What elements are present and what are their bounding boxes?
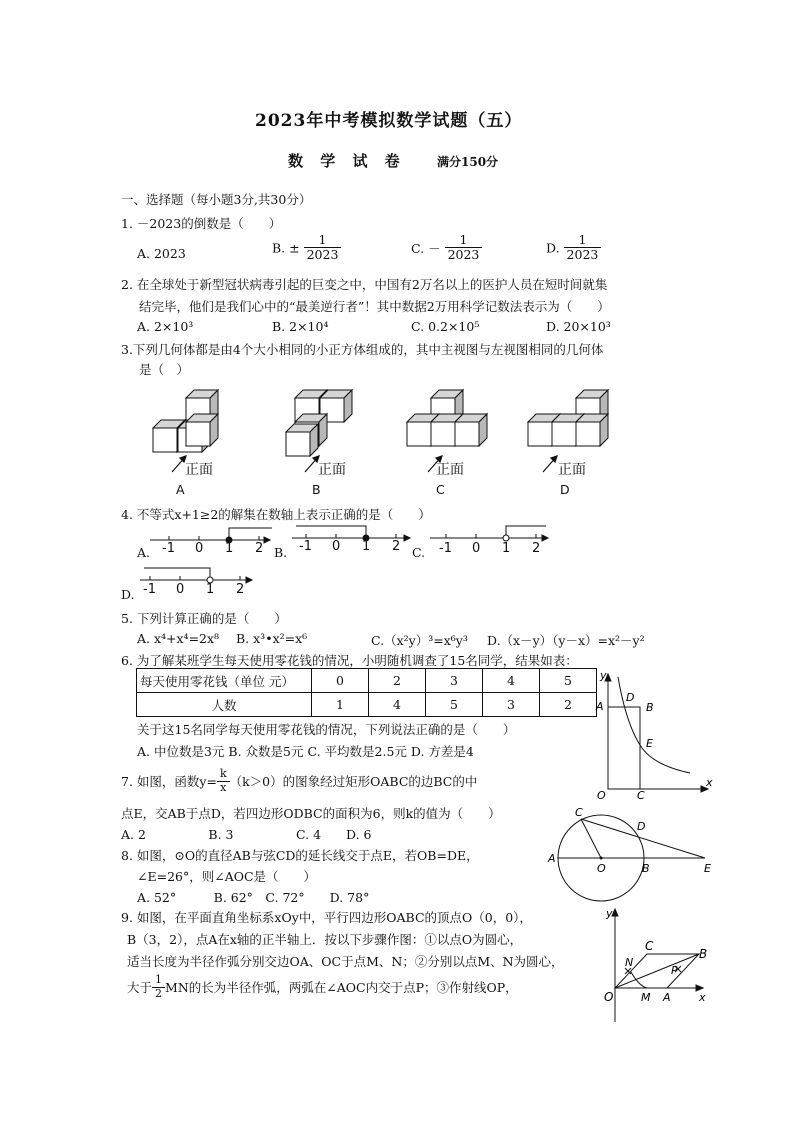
table-cell: 1 xyxy=(312,693,369,717)
q5-stem: 5. 下列计算正确的是（ ） xyxy=(121,611,287,626)
tick-a-1: 1 xyxy=(225,541,234,556)
label-y: y xyxy=(606,907,613,920)
label-b: B xyxy=(642,862,650,875)
q5-option-d: D.（x－y）（y－x）=x²－y² xyxy=(487,633,645,648)
full-score: 满分150分 xyxy=(437,155,499,169)
tick-d-0: 0 xyxy=(176,582,185,597)
table-cell: 3 xyxy=(426,669,483,693)
q9-line4-pre: 大于 xyxy=(127,980,153,996)
q9-line2: B（3，2），点A在x轴的正半轴上．按以下步骤作图：①以点O为圆心， xyxy=(127,932,523,947)
q1-option-d xyxy=(546,233,601,263)
q2-option-a: A. 2×10³ xyxy=(137,319,194,334)
q9-line4-post: MN的长为半径作弧，两弧在∠AOC内交于点P；③作射线OP， xyxy=(165,980,518,996)
tick-d-1: 1 xyxy=(206,582,215,597)
q6-stem: 6. 为了解某班学生每天使用零花钱的情况，小明随机调查了15名同学，结果如表： xyxy=(121,653,578,668)
q6-table xyxy=(136,668,597,717)
table-cell: 0 xyxy=(312,669,369,693)
q3-option-c: C xyxy=(436,482,445,497)
q1-c-num: 1 xyxy=(445,233,483,248)
tick-d-neg1: -1 xyxy=(143,582,156,597)
solid-c xyxy=(407,390,487,446)
q7-frac-num: k xyxy=(217,768,230,782)
q1-d-den: 2023 xyxy=(566,247,599,263)
q5-option-c: C.（x²y）³=x⁶y³ xyxy=(371,633,468,648)
q2-option-d: D. 20×10³ xyxy=(546,319,611,334)
tick-b-neg1: -1 xyxy=(299,539,312,554)
q7-line1 xyxy=(121,768,477,794)
tick-c-1: 1 xyxy=(502,541,511,556)
q4-label-d: D. xyxy=(121,587,135,602)
table-cell: 2 xyxy=(540,693,597,717)
tick-c-neg1: -1 xyxy=(439,541,452,556)
label-y: y xyxy=(600,669,607,682)
q7-line2: 点E，交AB于点D，若四边形ODBC的面积为6，则k的值为（ ） xyxy=(121,806,501,821)
q5-option-a: A. x⁴+x⁴=2x⁸ xyxy=(137,631,220,646)
label-b: B xyxy=(699,947,708,961)
label-a: A xyxy=(548,852,556,865)
solid-b xyxy=(286,390,352,456)
q3-option-d: D xyxy=(560,482,570,497)
label-p: P xyxy=(671,964,678,977)
q1-stem: 1. －2023的倒数是（ ） xyxy=(121,216,282,231)
q1-b-den: 2023 xyxy=(306,247,339,263)
page-title: 2023年中考模拟数学试题（五） xyxy=(255,111,523,131)
q2-line2: 结完毕，他们是我们心中的“最美逆行者”！其中数据2万用科学记数法表示为（ ） xyxy=(139,299,610,314)
label-c: C xyxy=(575,806,583,819)
q1-d-prefix: D. xyxy=(546,240,560,256)
q4-label-b: B. xyxy=(274,545,288,560)
q1-c-den: 2023 xyxy=(447,247,480,263)
q7-figure xyxy=(590,665,730,815)
solution-ray-c xyxy=(506,526,546,538)
q9-line3: 适当长度为半径作弧分别交边OA、OC于点M、N；②分别以点M、N为圆心， xyxy=(127,954,564,969)
q4-stem: 4. 不等式x+1≥2的解集在数轴上表示正确的是（ ） xyxy=(121,507,431,522)
solid-a xyxy=(153,390,218,452)
solution-ray-d xyxy=(144,568,210,580)
table-cell: 4 xyxy=(369,693,426,717)
table-cell: 3 xyxy=(483,693,540,717)
arc-mn xyxy=(631,972,647,988)
tick-d-2: 2 xyxy=(236,582,245,597)
q1-option-a: A. 2023 xyxy=(137,246,186,261)
q1-b-prefix: B. ± xyxy=(272,240,300,256)
q1-b-fraction xyxy=(304,233,342,263)
front-label-c: 正面 xyxy=(436,462,464,478)
label-c: C xyxy=(645,939,654,953)
q9-fraction xyxy=(152,974,165,1000)
label-e: E xyxy=(704,862,711,875)
q1-option-b xyxy=(272,233,341,263)
rectangle-oabc xyxy=(608,707,640,789)
label-a: A xyxy=(663,991,671,1004)
q4-label-c: C. xyxy=(412,545,426,560)
label-x: x xyxy=(699,991,706,1004)
q7-fraction xyxy=(217,768,230,794)
label-e: E xyxy=(646,737,653,750)
section-heading: 一、选择题（每小题3分,共30分） xyxy=(121,192,312,207)
label-n: N xyxy=(625,956,634,969)
table-header-money: 每天使用零花钱（单位 元） xyxy=(137,669,312,693)
q9-frac-den: 2 xyxy=(155,986,163,1000)
q1-c-prefix: C. － xyxy=(411,240,441,256)
q9-figure xyxy=(595,902,715,1032)
q9-line4 xyxy=(127,974,518,1000)
tick-b-0: 0 xyxy=(332,539,341,554)
q2-option-b: B. 2×10⁴ xyxy=(272,319,329,334)
label-o: O xyxy=(604,990,614,1004)
front-label-a: 正面 xyxy=(185,462,213,478)
q1-d-num: 1 xyxy=(564,233,602,248)
label-x: x xyxy=(706,776,713,789)
tick-a-2: 2 xyxy=(255,541,264,556)
tick-b-1: 1 xyxy=(362,539,371,554)
label-a: A xyxy=(596,700,604,713)
table-header-count: 人数 xyxy=(137,693,312,717)
tick-b-2: 2 xyxy=(392,539,401,554)
q7-options: A. 2 B. 3 C. 4 D. 6 xyxy=(121,827,372,842)
label-m: M xyxy=(641,991,651,1004)
table-cell: 4 xyxy=(483,669,540,693)
q3-line2: 是（ ） xyxy=(139,362,190,377)
q1-d-fraction xyxy=(564,233,602,263)
paper-subtitle: 数 学 试 卷 xyxy=(288,152,406,170)
q8-line2: ∠E=26°，则∠AOC是（ ） xyxy=(137,869,317,884)
table-cell: 2 xyxy=(369,669,426,693)
label-d: D xyxy=(626,691,635,704)
q9-frac-num: 1 xyxy=(152,974,165,988)
q8-options: A. 52° B. 62° C. 72° D. 78° xyxy=(137,890,370,905)
tick-c-2: 2 xyxy=(532,541,541,556)
q1-c-fraction xyxy=(445,233,483,263)
q6-line2: 关于这15名同学每天使用零花钱的情况，下列说法正确的是（ ） xyxy=(137,722,516,737)
q7-line1-post: （k＞0）的图象经过矩形OABC的边BC的中 xyxy=(229,774,478,790)
q4-number-lines xyxy=(0,520,794,600)
front-label-b: 正面 xyxy=(318,462,346,478)
table-cell: 5 xyxy=(540,669,597,693)
table-cell: 5 xyxy=(426,693,483,717)
q7-frac-den: x xyxy=(220,780,227,794)
table-row xyxy=(137,669,597,693)
tick-a-0: 0 xyxy=(195,541,204,556)
tick-a-neg1: -1 xyxy=(162,541,175,556)
q3-option-a: A xyxy=(176,482,185,497)
front-label-d: 正面 xyxy=(558,462,586,478)
q3-solids-figure xyxy=(0,380,794,520)
label-c: C xyxy=(637,789,645,802)
q3-option-b: B xyxy=(312,482,321,497)
tick-c-0: 0 xyxy=(472,541,481,556)
q2-line1: 2. 在全球处于新型冠状病毒引起的巨变之中，中国有2万名以上的医护人员在短时间就集 xyxy=(121,277,608,292)
q9-line1: 9. 如图，在平面直角坐标系xOy中，平行四边形OABC的顶点O（0，0）， xyxy=(121,910,532,925)
q4-label-a: A. xyxy=(137,545,151,560)
label-o: O xyxy=(597,789,606,802)
q2-option-c: C. 0.2×10⁵ xyxy=(411,319,480,334)
q8-line1: 8. 如图，⊙O的直径AB与弦CD的延长线交于点E，若OB=DE， xyxy=(121,848,479,863)
q3-line1: 3.下列几何体都是由4个大小相同的小正方体组成的，其中主视图与左视图相同的几何体 xyxy=(121,342,604,357)
center-point xyxy=(600,857,603,860)
solid-d xyxy=(528,390,608,446)
label-b: B xyxy=(646,701,654,714)
label-o: O xyxy=(597,862,606,875)
q8-figure xyxy=(545,800,725,900)
label-d: D xyxy=(637,820,646,833)
table-row xyxy=(137,693,597,717)
q5-option-b: B. x³•x²=x⁶ xyxy=(236,631,308,646)
q6-options: A. 中位数是3元 B. 众数是5元 C. 平均数是2.5元 D. 方差是4 xyxy=(137,744,474,759)
q1-b-num: 1 xyxy=(304,233,342,248)
q1-option-c xyxy=(411,233,482,263)
q7-line1-pre: 7. 如图，函数y= xyxy=(121,774,217,790)
